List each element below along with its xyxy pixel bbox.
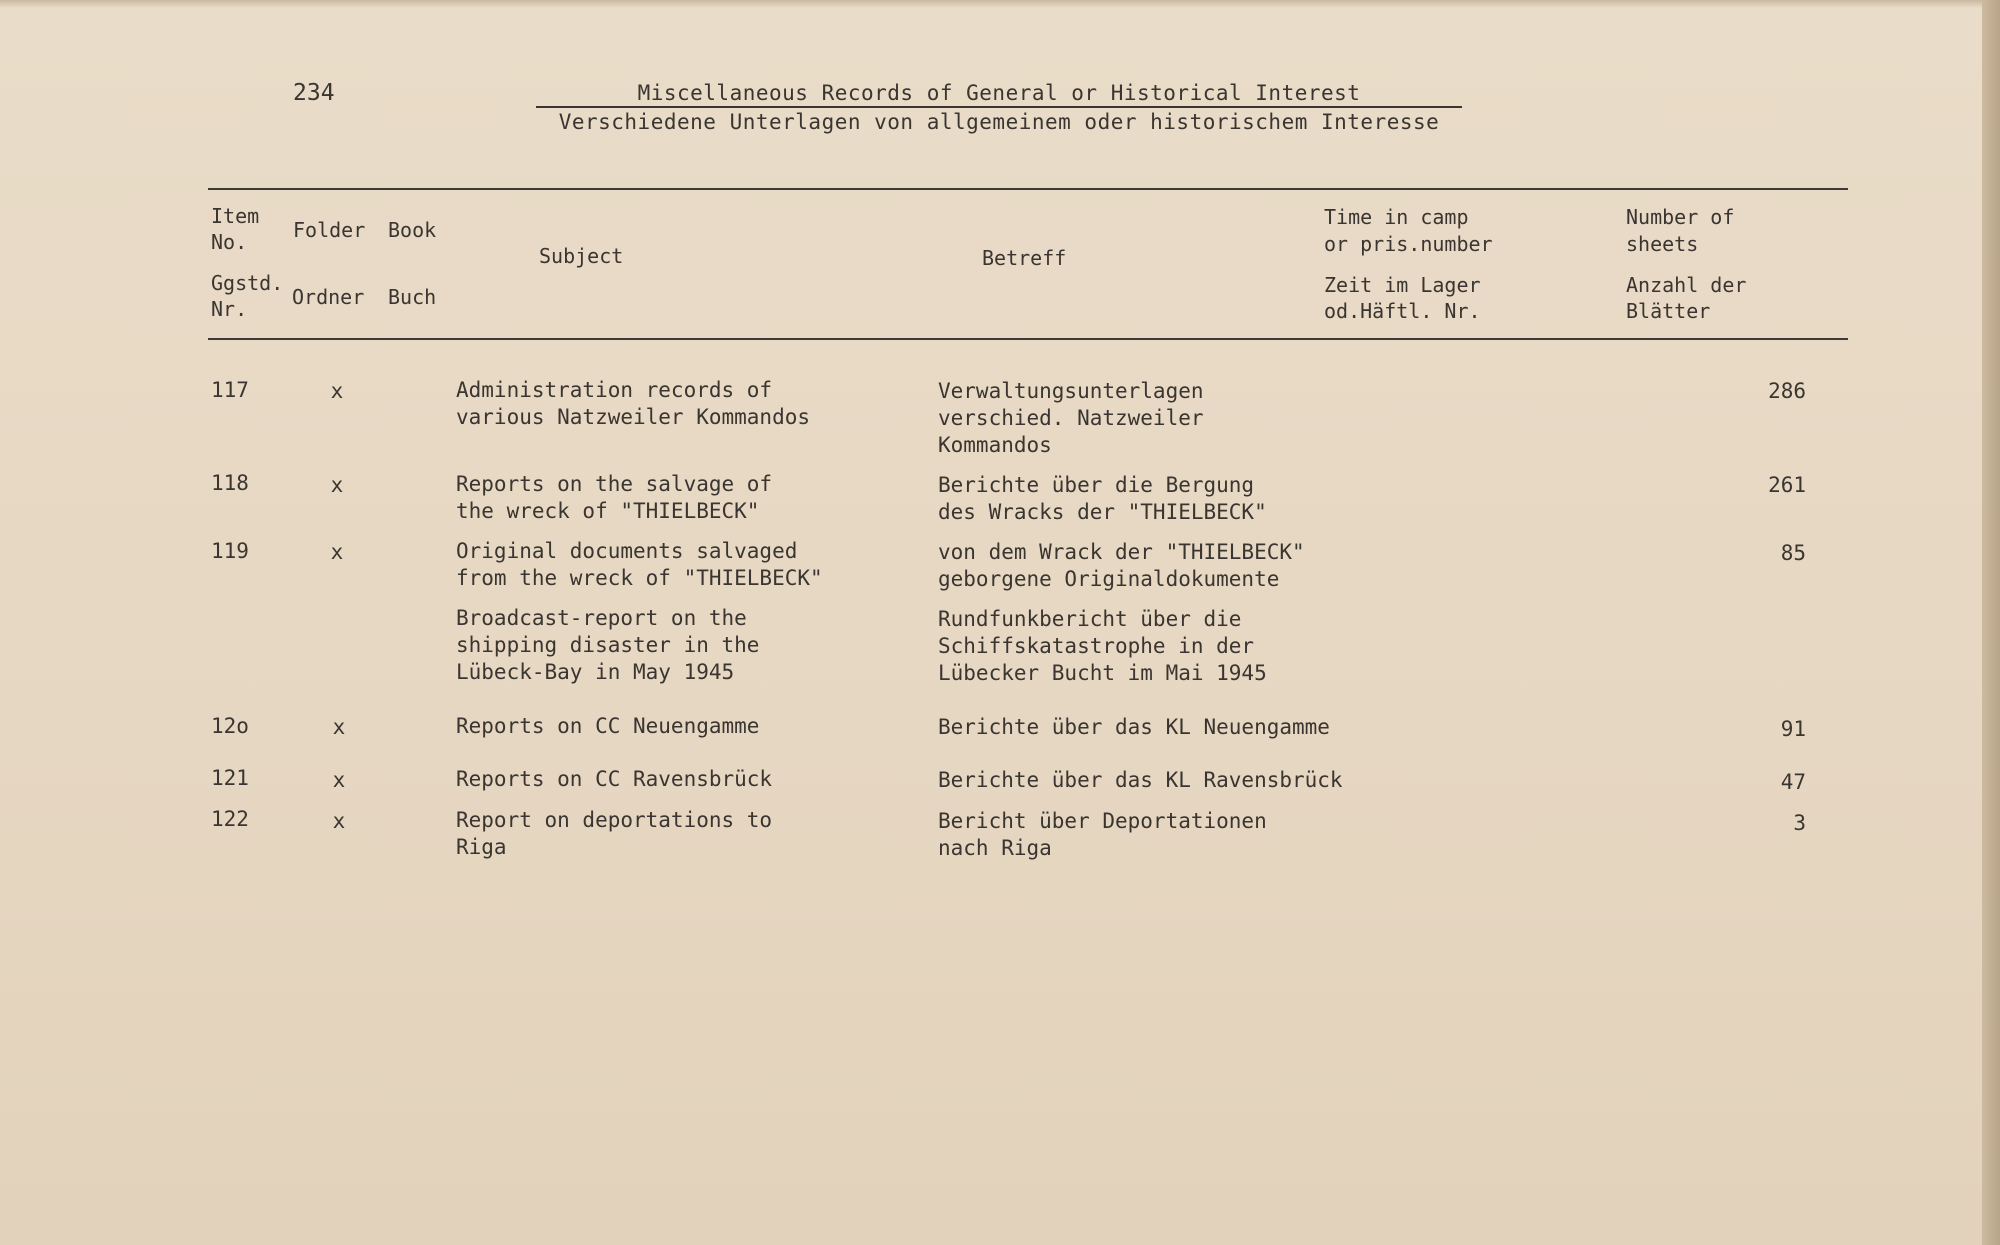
- row-117-folder-mark: x: [330, 379, 344, 403]
- row-117-betreff: Verwaltungsunterlagen verschied. Natzweiler Kommandos: [938, 379, 1204, 457]
- row-118-subject: Reports on the salvage of the wreck of "THIELBECK": [456, 472, 773, 523]
- header-time-en-2: or pris.number: [1324, 232, 1493, 256]
- row-119-item: 119: [211, 539, 249, 563]
- row-122-sheets: 3: [1793, 811, 1806, 835]
- header-book-de: Buch: [388, 285, 437, 309]
- row-120-item: 12o: [211, 714, 249, 738]
- row-121-betreff: Berichte über das KL Ravensbrück: [938, 768, 1343, 792]
- row-120-subject: Reports on CC Neuengamme: [456, 714, 760, 738]
- header-item-en-no: No.: [211, 230, 248, 254]
- row-122-subject: Report on deportations to Riga: [456, 808, 773, 859]
- header-bottom-rule: [208, 338, 1848, 340]
- row-122-item: 122: [211, 807, 249, 831]
- header-subject: Subject: [539, 244, 624, 268]
- row-117-item: 117: [211, 378, 249, 402]
- row-122-betreff: Bericht über Deportationen nach Riga: [938, 809, 1267, 860]
- binding-edge: [1982, 0, 2000, 1245]
- header-sheets-de-1: Anzahl der: [1626, 273, 1747, 297]
- row-119-folder-mark: x: [330, 540, 344, 564]
- header-top-rule: [208, 188, 1848, 190]
- header-sheets-en-1: Number of: [1626, 205, 1735, 229]
- row-118-betreff: Berichte über die Bergung des Wracks der "THIELBECK": [938, 473, 1267, 524]
- row-118-sheets: 261: [1768, 473, 1806, 497]
- header-item-de: Ggstd.: [211, 271, 284, 295]
- page-number: 234: [293, 80, 335, 106]
- row-117-subject: Administration records of various Natzweiler Kommandos: [456, 378, 811, 429]
- title-english: Miscellaneous Records of General or Historical Interest: [536, 81, 1462, 108]
- row-119b-betreff: Rundfunkbericht über die Schiffskatastrophe in der Lübecker Bucht im Mai 1945: [938, 607, 1267, 685]
- header-book-en: Book: [388, 218, 437, 242]
- row-121-folder-mark: x: [332, 768, 346, 792]
- header-time-en-1: Time in camp: [1324, 205, 1469, 229]
- header-sheets-de-2: Blätter: [1626, 299, 1711, 323]
- header-time-de-1: Zeit im Lager: [1324, 273, 1481, 297]
- row-119-betreff: von dem Wrack der "THIELBECK" geborgene Originaldokumente: [938, 540, 1305, 591]
- row-119-sheets: 85: [1780, 541, 1806, 565]
- header-folder-de: Ordner: [292, 285, 365, 309]
- row-122-folder-mark: x: [332, 809, 346, 833]
- header-item-de-nr: Nr.: [211, 297, 248, 321]
- row-120-betreff: Berichte über das KL Neuengamme: [938, 715, 1330, 739]
- row-117-sheets: 286: [1768, 379, 1806, 403]
- header-sheets-en-2: sheets: [1626, 232, 1699, 256]
- row-121-item: 121: [211, 766, 249, 790]
- row-119b-subject: Broadcast-report on the shipping disaster in the Lübeck-Bay in May 1945: [456, 606, 760, 684]
- page-top-edge: [0, 0, 2000, 8]
- header-betreff: Betreff: [982, 246, 1067, 270]
- row-118-item: 118: [211, 471, 249, 495]
- header-folder-en: Folder: [293, 218, 366, 242]
- header-time-de-2: od.Häftl. Nr.: [1324, 299, 1481, 323]
- row-120-sheets: 91: [1780, 717, 1806, 741]
- row-121-sheets: 47: [1780, 770, 1806, 794]
- title-german: Verschiedene Unterlagen von allgemeinem oder historischem Interesse: [558, 110, 1440, 134]
- row-118-folder-mark: x: [330, 473, 344, 497]
- header-item-en: Item: [211, 204, 260, 228]
- row-120-folder-mark: x: [332, 715, 346, 739]
- row-121-subject: Reports on CC Ravensbrück: [456, 767, 773, 791]
- row-119-subject: Original documents salvaged from the wreck of "THIELBECK": [456, 539, 823, 590]
